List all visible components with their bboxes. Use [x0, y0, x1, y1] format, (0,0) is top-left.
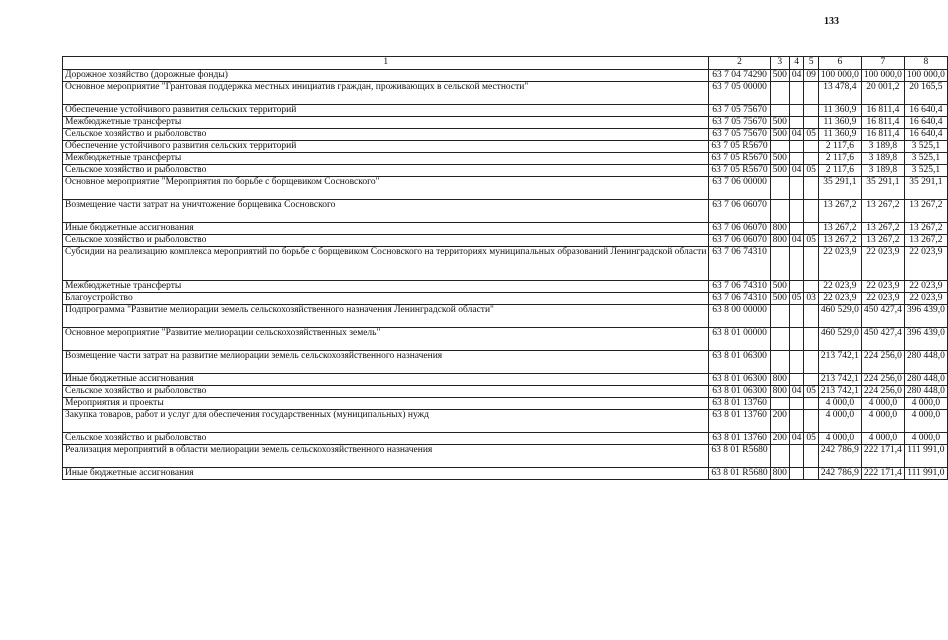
column-header: 7 — [861, 57, 904, 70]
table-row — [63, 200, 948, 223]
amount-year-1: 2 117,6 — [818, 165, 861, 177]
column-header: 4 — [789, 57, 804, 70]
expense-type: 800 — [770, 386, 789, 398]
amount-year-2: 224 256,0 — [861, 374, 904, 386]
amount-year-1: 11 360,9 — [818, 117, 861, 129]
item-name: Возмещение части затрат на уничтожение борщевика Сосновского — [63, 200, 709, 223]
amount-year-3: 4 000,0 — [904, 398, 947, 410]
subsection-code — [804, 105, 819, 117]
budget-table — [62, 56, 948, 480]
amount-year-1: 213 742,1 — [818, 386, 861, 398]
table-row — [63, 165, 948, 177]
target-code: 63 7 06 74310 — [709, 293, 770, 305]
amount-year-2: 100 000,0 — [861, 70, 904, 82]
section-code: 04 — [789, 433, 804, 445]
section-code — [789, 374, 804, 386]
target-code: 63 8 01 13760 — [709, 433, 770, 445]
amount-year-3: 100 000,0 — [904, 70, 947, 82]
item-name: Межбюджетные трансферты — [63, 153, 709, 165]
amount-year-2: 22 023,9 — [861, 281, 904, 293]
expense-type: 500 — [770, 153, 789, 165]
amount-year-1: 213 742,1 — [818, 351, 861, 374]
amount-year-1: 22 023,9 — [818, 247, 861, 281]
amount-year-2: 4 000,0 — [861, 398, 904, 410]
section-code: 04 — [789, 129, 804, 141]
target-code: 63 8 01 06300 — [709, 374, 770, 386]
section-code — [789, 177, 804, 200]
section-code — [789, 351, 804, 374]
target-code: 63 8 01 R5680 — [709, 468, 770, 480]
amount-year-1: 4 000,0 — [818, 398, 861, 410]
amount-year-1: 242 786,9 — [818, 468, 861, 480]
table-row — [63, 374, 948, 386]
subsection-code — [804, 223, 819, 235]
amount-year-2: 20 001,2 — [861, 82, 904, 105]
section-code — [789, 305, 804, 328]
item-name: Сельское хозяйство и рыболовство — [63, 165, 709, 177]
item-name: Мероприятия и проекты — [63, 398, 709, 410]
target-code: 63 7 06 06070 — [709, 235, 770, 247]
amount-year-2: 22 023,9 — [861, 293, 904, 305]
subsection-code — [804, 445, 819, 468]
item-name: Возмещение части затрат на развитие мелиорации земель сельскохозяйственного назначения — [63, 351, 709, 374]
item-name: Закупка товаров, работ и услуг для обеспечения государственных (муниципальных) нужд — [63, 410, 709, 433]
expense-type — [770, 141, 789, 153]
target-code: 63 7 05 75670 — [709, 105, 770, 117]
expense-type: 500 — [770, 293, 789, 305]
amount-year-2: 450 427,4 — [861, 305, 904, 328]
item-name: Межбюджетные трансферты — [63, 281, 709, 293]
amount-year-1: 11 360,9 — [818, 129, 861, 141]
amount-year-1: 213 742,1 — [818, 374, 861, 386]
expense-type: 800 — [770, 235, 789, 247]
subsection-code — [804, 351, 819, 374]
subsection-code — [804, 281, 819, 293]
amount-year-3: 280 448,0 — [904, 374, 947, 386]
subsection-code — [804, 200, 819, 223]
amount-year-2: 13 267,2 — [861, 200, 904, 223]
amount-year-3: 13 267,2 — [904, 200, 947, 223]
subsection-code: 05 — [804, 433, 819, 445]
amount-year-3: 13 267,2 — [904, 223, 947, 235]
section-code — [789, 281, 804, 293]
section-code — [789, 468, 804, 480]
item-name: Иные бюджетные ассигнования — [63, 223, 709, 235]
item-name: Иные бюджетные ассигнования — [63, 468, 709, 480]
section-code — [789, 105, 804, 117]
target-code: 63 7 05 R5670 — [709, 153, 770, 165]
amount-year-3: 396 439,0 — [904, 328, 947, 351]
subsection-code — [804, 82, 819, 105]
amount-year-3: 111 991,0 — [904, 445, 947, 468]
amount-year-2: 13 267,2 — [861, 235, 904, 247]
item-name: Обеспечение устойчивого развития сельских территорий — [63, 105, 709, 117]
amount-year-1: 242 786,9 — [818, 445, 861, 468]
amount-year-3: 3 525,1 — [904, 141, 947, 153]
table-row — [63, 235, 948, 247]
amount-year-3: 20 165,5 — [904, 82, 947, 105]
amount-year-2: 224 256,0 — [861, 351, 904, 374]
item-name: Обеспечение устойчивого развития сельских территорий — [63, 141, 709, 153]
expense-type — [770, 105, 789, 117]
amount-year-1: 13 267,2 — [818, 235, 861, 247]
section-code — [789, 153, 804, 165]
column-number-row — [63, 57, 948, 70]
target-code: 63 7 05 75670 — [709, 129, 770, 141]
table-row — [63, 82, 948, 105]
table-row — [63, 386, 948, 398]
amount-year-2: 4 000,0 — [861, 410, 904, 433]
amount-year-1: 460 529,0 — [818, 328, 861, 351]
subsection-code: 05 — [804, 129, 819, 141]
subsection-code — [804, 177, 819, 200]
item-name: Основное мероприятие "Мероприятия по борьбе с борщевиком Сосновского" — [63, 177, 709, 200]
amount-year-3: 4 000,0 — [904, 433, 947, 445]
table-row — [63, 305, 948, 328]
section-code — [789, 223, 804, 235]
amount-year-2: 222 171,4 — [861, 468, 904, 480]
item-name: Сельское хозяйство и рыболовство — [63, 129, 709, 141]
amount-year-2: 222 171,4 — [861, 445, 904, 468]
table-row — [63, 117, 948, 129]
column-header: 3 — [770, 57, 789, 70]
amount-year-2: 16 811,4 — [861, 129, 904, 141]
table-row — [63, 247, 948, 281]
subsection-code — [804, 247, 819, 281]
amount-year-2: 22 023,9 — [861, 247, 904, 281]
target-code: 63 8 01 R5680 — [709, 445, 770, 468]
expense-type — [770, 351, 789, 374]
expense-type: 500 — [770, 70, 789, 82]
amount-year-1: 2 117,6 — [818, 153, 861, 165]
amount-year-3: 22 023,9 — [904, 293, 947, 305]
item-name: Субсидии на реализацию комплекса мероприятий по борьбе с борщевиком Сосновского на территориях муниципальных образований Ленинградской области — [63, 247, 709, 281]
table-row — [63, 328, 948, 351]
section-code — [789, 445, 804, 468]
item-name: Основное мероприятие "Грантовая поддержка местных инициатив граждан, проживающих в сельской местности" — [63, 82, 709, 105]
target-code: 63 7 04 74290 — [709, 70, 770, 82]
target-code: 63 8 01 06300 — [709, 351, 770, 374]
table-row — [63, 223, 948, 235]
amount-year-3: 280 448,0 — [904, 351, 947, 374]
item-name: Иные бюджетные ассигнования — [63, 374, 709, 386]
subsection-code — [804, 328, 819, 351]
expense-type — [770, 177, 789, 200]
section-code — [789, 200, 804, 223]
section-code: 04 — [789, 386, 804, 398]
expense-type: 800 — [770, 374, 789, 386]
subsection-code — [804, 305, 819, 328]
amount-year-3: 396 439,0 — [904, 305, 947, 328]
amount-year-3: 35 291,1 — [904, 177, 947, 200]
item-name: Сельское хозяйство и рыболовство — [63, 235, 709, 247]
amount-year-3: 16 640,4 — [904, 105, 947, 117]
amount-year-3: 280 448,0 — [904, 386, 947, 398]
table-row — [63, 398, 948, 410]
amount-year-3: 16 640,4 — [904, 117, 947, 129]
subsection-code — [804, 468, 819, 480]
subsection-code — [804, 374, 819, 386]
target-code: 63 7 06 06070 — [709, 200, 770, 223]
target-code: 63 7 05 R5670 — [709, 165, 770, 177]
target-code: 63 8 01 13760 — [709, 398, 770, 410]
subsection-code: 03 — [804, 293, 819, 305]
section-code — [789, 141, 804, 153]
target-code: 63 7 06 06070 — [709, 223, 770, 235]
target-code: 63 7 05 R5670 — [709, 141, 770, 153]
item-name: Реализация мероприятий в области мелиорации земель сельскохозяйственного назначения — [63, 445, 709, 468]
section-code — [789, 247, 804, 281]
target-code: 63 8 01 13760 — [709, 410, 770, 433]
section-code — [789, 117, 804, 129]
table-row — [63, 293, 948, 305]
item-name: Подпрограмма "Развитие мелиорации земель сельскохозяйственного назначения Ленинградской области" — [63, 305, 709, 328]
table-row — [63, 153, 948, 165]
amount-year-1: 4 000,0 — [818, 433, 861, 445]
amount-year-1: 22 023,9 — [818, 281, 861, 293]
expense-type: 800 — [770, 468, 789, 480]
expense-type — [770, 82, 789, 105]
table-row — [63, 177, 948, 200]
target-code: 63 7 06 74310 — [709, 247, 770, 281]
target-code: 63 8 00 00000 — [709, 305, 770, 328]
item-name: Основное мероприятие "Развитие мелиорации сельскохозяйственных земель" — [63, 328, 709, 351]
amount-year-1: 11 360,9 — [818, 105, 861, 117]
item-name: Сельское хозяйство и рыболовство — [63, 433, 709, 445]
table-row — [63, 351, 948, 374]
target-code: 63 7 05 00000 — [709, 82, 770, 105]
amount-year-1: 35 291,1 — [818, 177, 861, 200]
amount-year-2: 16 811,4 — [861, 117, 904, 129]
item-name: Сельское хозяйство и рыболовство — [63, 386, 709, 398]
amount-year-2: 3 189,8 — [861, 165, 904, 177]
expense-type: 500 — [770, 129, 789, 141]
subsection-code — [804, 117, 819, 129]
expense-type — [770, 200, 789, 223]
amount-year-1: 22 023,9 — [818, 293, 861, 305]
amount-year-2: 35 291,1 — [861, 177, 904, 200]
expense-type — [770, 247, 789, 281]
column-header: 2 — [709, 57, 770, 70]
amount-year-3: 22 023,9 — [904, 247, 947, 281]
amount-year-3: 3 525,1 — [904, 165, 947, 177]
target-code: 63 8 01 06300 — [709, 386, 770, 398]
subsection-code — [804, 141, 819, 153]
amount-year-1: 13 267,2 — [818, 223, 861, 235]
amount-year-2: 4 000,0 — [861, 433, 904, 445]
table-row — [63, 281, 948, 293]
amount-year-1: 2 117,6 — [818, 141, 861, 153]
target-code: 63 7 06 74310 — [709, 281, 770, 293]
table-row — [63, 105, 948, 117]
expense-type: 500 — [770, 281, 789, 293]
expense-type: 500 — [770, 165, 789, 177]
amount-year-3: 22 023,9 — [904, 281, 947, 293]
page-number: 133 — [824, 16, 839, 27]
column-header: 6 — [818, 57, 861, 70]
amount-year-3: 111 991,0 — [904, 468, 947, 480]
item-name: Межбюджетные трансферты — [63, 117, 709, 129]
table-row — [63, 141, 948, 153]
section-code — [789, 398, 804, 410]
amount-year-1: 4 000,0 — [818, 410, 861, 433]
section-code: 04 — [789, 165, 804, 177]
table-row — [63, 433, 948, 445]
expense-type — [770, 328, 789, 351]
table-row — [63, 410, 948, 433]
amount-year-3: 16 640,4 — [904, 129, 947, 141]
expense-type: 500 — [770, 117, 789, 129]
section-code: 04 — [789, 235, 804, 247]
subsection-code — [804, 153, 819, 165]
amount-year-2: 450 427,4 — [861, 328, 904, 351]
subsection-code: 05 — [804, 165, 819, 177]
subsection-code: 05 — [804, 386, 819, 398]
expense-type: 200 — [770, 410, 789, 433]
table-row — [63, 129, 948, 141]
subsection-code: 09 — [804, 70, 819, 82]
item-name: Дорожное хозяйство (дорожные фонды) — [63, 70, 709, 82]
amount-year-3: 4 000,0 — [904, 410, 947, 433]
amount-year-3: 3 525,1 — [904, 153, 947, 165]
table-row — [63, 468, 948, 480]
column-header: 1 — [63, 57, 709, 70]
table-row — [63, 70, 948, 82]
item-name: Благоустройство — [63, 293, 709, 305]
target-code: 63 7 06 00000 — [709, 177, 770, 200]
amount-year-3: 13 267,2 — [904, 235, 947, 247]
amount-year-2: 3 189,8 — [861, 153, 904, 165]
amount-year-2: 16 811,4 — [861, 105, 904, 117]
column-header: 8 — [904, 57, 947, 70]
column-header: 5 — [804, 57, 819, 70]
target-code: 63 7 05 75670 — [709, 117, 770, 129]
section-code: 04 — [789, 70, 804, 82]
expense-type — [770, 445, 789, 468]
subsection-code: 05 — [804, 235, 819, 247]
amount-year-1: 100 000,0 — [818, 70, 861, 82]
expense-type: 200 — [770, 433, 789, 445]
section-code — [789, 410, 804, 433]
amount-year-1: 13 267,2 — [818, 200, 861, 223]
amount-year-2: 13 267,2 — [861, 223, 904, 235]
amount-year-2: 3 189,8 — [861, 141, 904, 153]
subsection-code — [804, 410, 819, 433]
section-code: 05 — [789, 293, 804, 305]
table-row — [63, 445, 948, 468]
expense-type — [770, 398, 789, 410]
amount-year-2: 224 256,0 — [861, 386, 904, 398]
expense-type: 800 — [770, 223, 789, 235]
amount-year-1: 460 529,0 — [818, 305, 861, 328]
expense-type — [770, 305, 789, 328]
section-code — [789, 82, 804, 105]
subsection-code — [804, 398, 819, 410]
amount-year-1: 13 478,4 — [818, 82, 861, 105]
target-code: 63 8 01 00000 — [709, 328, 770, 351]
section-code — [789, 328, 804, 351]
